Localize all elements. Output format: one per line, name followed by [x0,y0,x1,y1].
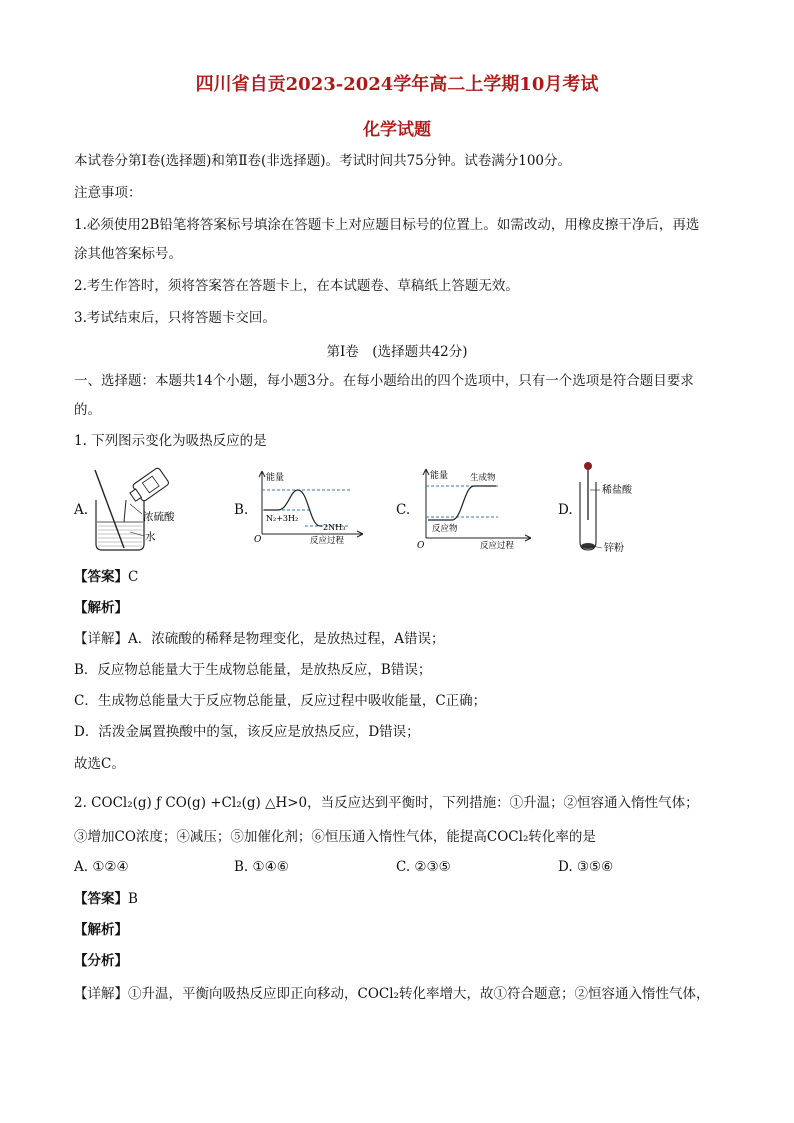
q2-option-b: B. ①④⑥ [234,859,289,875]
q2-answer [74,890,138,908]
q1-option-c-letter: C. [396,502,411,518]
notice-heading: 注意事项： [74,185,142,201]
note-3: 3.考试结束后，只将答题卡交回。 [74,310,276,326]
q1-answer [74,568,138,586]
product-label: 生成物 [470,473,496,483]
label-zinc-powder: 锌粉 [604,543,624,554]
q2-stem-a: 2. COCl₂(g) ƒ CO(g) +Cl₂(g) △H>0，当反应达到平衡时，下列措施：①升温；②恒容通入惰性气体； [74,795,699,811]
y-axis-label: 能量 [430,471,449,481]
energy-curve [428,486,496,520]
q2-fenxi-label: 【分析】 [74,953,128,969]
acid-stream [124,500,126,522]
y-axis-label: 能量 [266,473,285,483]
label-conc-sulfuric-acid: 浓硫酸 [143,511,175,523]
q1-stem: 1. 下列图示变化为吸热反应的是 [74,433,267,449]
section-instruction-b: 的。 [74,402,101,418]
q1-analysis-label: 【解析】 [74,600,128,616]
product-label: 2NH₃ [323,523,346,532]
label-dilute-hcl: 稀盐酸 [602,485,632,496]
q2-analysis-label: 【解析】 [74,922,128,938]
label-water: 水 [145,531,156,543]
figure-c-energy-diagram [412,466,538,552]
reagent-bottle [127,467,170,505]
glass-rod [95,470,124,548]
page-title: 四川省自贡2023-2024学年高二上学期10月考试 [195,74,599,95]
q2-detail: 【详解】①升温，平衡向吸热反应即正向移动，COCl₂转化率增大，故①符合题意；②恒容通入惰性气体， [74,986,710,1002]
q1-option-d-letter: D. [558,502,573,518]
q1-detail-c: C．生成物总能量大于反应物总能量，反应过程中吸收能量，C正确； [74,693,487,709]
beaker-outline [96,500,144,550]
reactant-label: 反应物 [432,524,458,534]
q2-option-a: A. ①②④ [74,859,129,875]
q2-stem-b: ③增加CO浓度；④减压；⑤加催化剂；⑥恒压通入惰性气体，能提高COCl₂转化率的是 [74,829,596,845]
answer-label: 【答案】 [74,569,128,585]
answer-value: C [128,569,139,585]
section-instruction-a: 一、选择题：本题共14个小题，每小题3分。在每小题给出的四个选项中，只有一个选项是符合题目要求 [74,373,694,389]
figure-a-dilution [90,462,200,554]
page-subtitle: 化学试题 [363,120,431,140]
x-axis-label: 反应过程 [480,541,515,551]
q1-detail-a: 【详解】A．浓硫酸的稀释是物理变化，是放热过程，A错误； [74,631,445,647]
q1-option-a-letter: A. [74,502,89,518]
origin-label: O [417,541,425,551]
dropper-bulb [584,462,592,470]
figure-d-test-tube [572,460,652,556]
answer-label: 【答案】 [74,891,128,907]
q2-option-c: C. ②③⑤ [396,859,451,875]
q2-option-d: D. ③⑤⑥ [558,859,614,875]
origin-label: O [254,535,262,544]
x-axis-label: 反应过程 [310,536,345,544]
note-2: 2.考生作答时，须将答案答在答题卡上，在本试题卷、草稿纸上答题无效。 [74,278,519,294]
reactant-label: N₂+3H₂ [266,514,299,523]
note-1a: 1.必须使用2B铅笔将答案标号填涂在答题卡上对应题目标号的位置上。如需改动，用橡皮擦干净后，再选 [74,217,700,233]
q1-option-b-letter: B. [234,502,249,518]
intro-line: 本试卷分第Ⅰ卷(选择题)和第Ⅱ卷(非选择题)。考试时间共75分钟。试卷满分100分。 [74,153,572,169]
q1-detail-d: D．活泼金属置换酸中的氢，该反应是放热反应，D错误； [74,724,420,740]
section-heading: 第Ⅰ卷 (选择题共42分) [326,344,468,360]
answer-value: B [128,891,138,907]
q1-detail-b: B．反应物总能量大于生成物总能量，是放热反应，B错误； [74,662,432,678]
note-1b: 涂其他答案标号。 [74,246,182,262]
q1-conclusion: 故选C。 [74,756,125,772]
figure-b-energy-diagram [250,468,370,544]
